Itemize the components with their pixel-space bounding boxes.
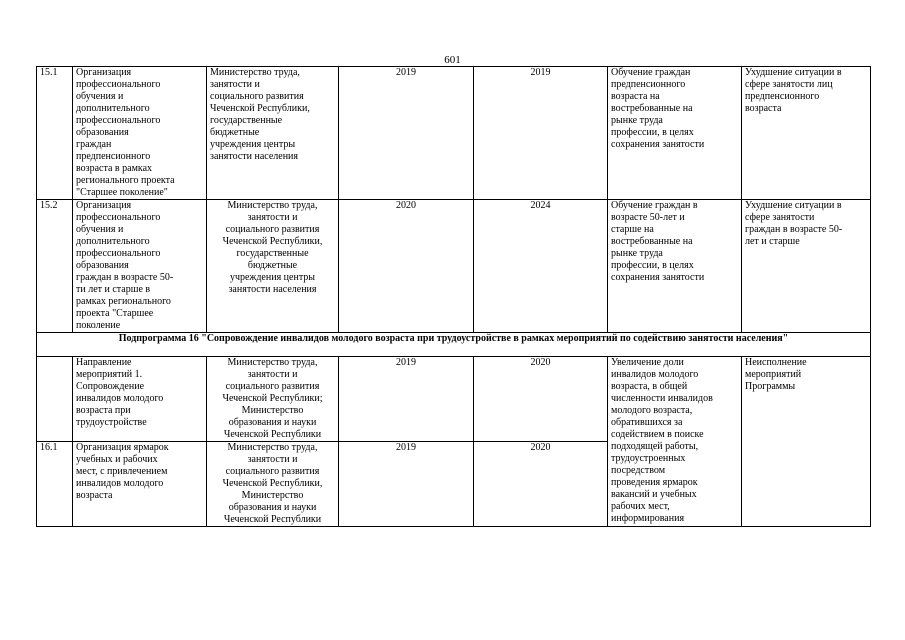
activity-cell: Организация профессионального обучения и дополнительного профессионального образования граждан в возрасте 50- ти лет и старше в рамках регионального проекта "Старшее поколение: [73, 200, 207, 333]
table-row-15-1: [37, 67, 871, 200]
start-year-cell: 2020: [339, 200, 474, 333]
executor-cell: Министерство труда, занятости и социального развития Чеченской Республики, Министерство образования и науки Чеченской Республики: [207, 442, 339, 527]
start-year-cell: 2019: [339, 67, 474, 200]
end-year-cell: 2020: [474, 357, 608, 442]
result-cell: Обучение граждан в возрасте 50-лет и старше на востребованные на рынке труда профессии, в целях сохранения занятости: [608, 200, 742, 333]
activity-cell: Организация ярмарок учебных и рабочих мест, с привлечением инвалидов молодого возраста: [73, 442, 207, 527]
activities-table: [36, 66, 871, 527]
row-number: 16.1: [37, 442, 73, 527]
executor-cell: Министерство труда, занятости и социального развития Чеченской Республики, государственные бюджетные учреждения центры занятости населения: [207, 67, 339, 200]
result-cell: Обучение граждан предпенсионного возраста на востребованные на рынке труда профессии, в целях сохранения занятости: [608, 67, 742, 200]
row-number: 15.2: [37, 200, 73, 333]
start-year-cell: 2019: [339, 357, 474, 442]
end-year-cell: 2024: [474, 200, 608, 333]
start-year-cell: 2019: [339, 442, 474, 527]
page-number: 601: [444, 54, 461, 66]
risk-cell: Ухудшение ситуации в сфере занятости лиц предпенсионного возраста: [742, 67, 871, 200]
result-cell: Увеличение доли инвалидов молодого возраста, в общей численности инвалидов молодого возраста, обратившихся за содействием в поиске подходящей работы, трудоустроенных посредством проведения ярмарок вакансий и учебных рабочих мест, информирования: [608, 357, 742, 527]
executor-cell: Министерство труда, занятости и социального развития Чеченской Республики, государственные бюджетные учреждения центры занятости населения: [207, 200, 339, 333]
activity-cell: Организация профессионального обучения и дополнительного профессионального образования граждан предпенсионного возраста в рамках регионального проекта "Старшее поколение": [73, 67, 207, 200]
subprogram-heading-row: [37, 333, 871, 357]
activity-cell: Направление мероприятий 1. Сопровождение инвалидов молодого возраста при трудоустройстве: [73, 357, 207, 442]
risk-cell: Ухудшение ситуации в сфере занятости граждан в возрасте 50- лет и старше: [742, 200, 871, 333]
end-year-cell: 2019: [474, 67, 608, 200]
end-year-cell: 2020: [474, 442, 608, 527]
row-number: 15.1: [37, 67, 73, 200]
row-number: [37, 357, 73, 442]
executor-cell: Министерство труда, занятости и социального развития Чеченской Республики; Министерство образования и науки Чеченской Республики: [207, 357, 339, 442]
table-row-15-2: [37, 200, 871, 333]
risk-cell: Неисполнение мероприятий Программы: [742, 357, 871, 527]
subprogram-heading: Подпрограмма 16 "Сопровождение инвалидов молодого возраста при трудоустройстве в рамках мероприятий по содействию занятости населения": [37, 333, 871, 357]
table-row-direction-1: [37, 357, 871, 442]
